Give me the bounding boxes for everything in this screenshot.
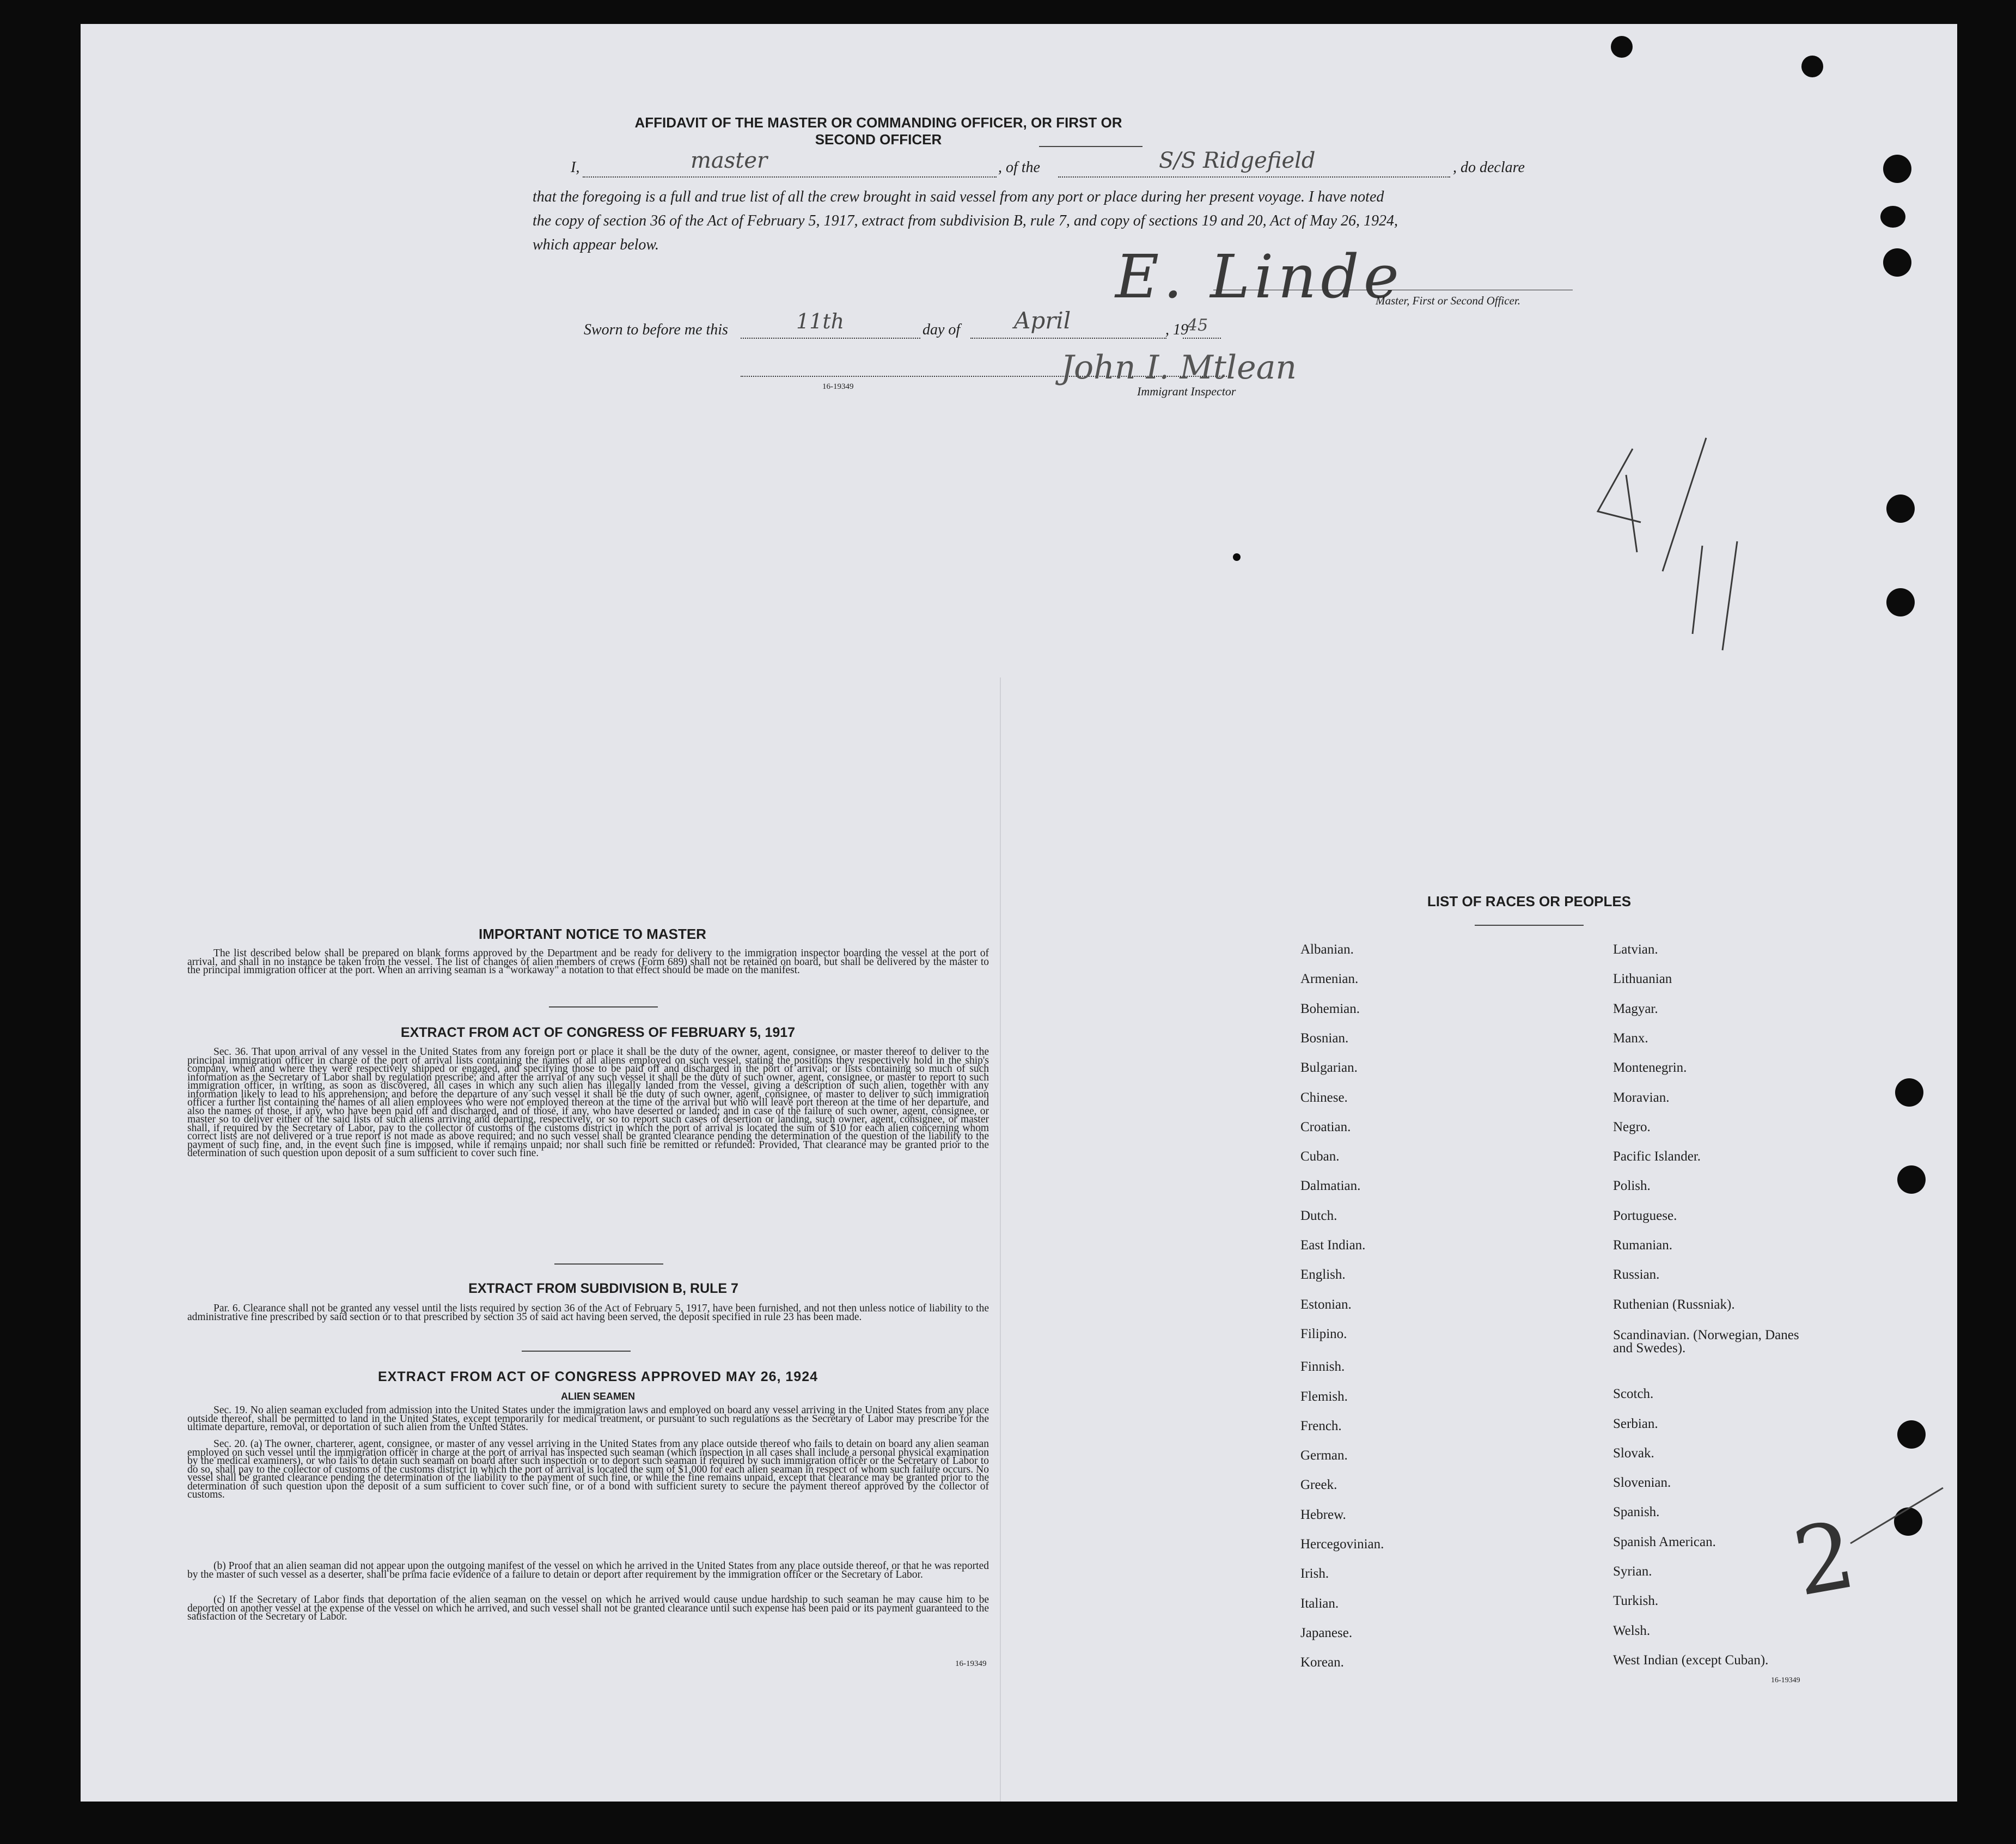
race-item: Manx.: [1613, 1030, 1648, 1046]
punch-hole: [1883, 248, 1911, 277]
race-item: Scotch.: [1613, 1387, 1654, 1402]
race-item: Filipino.: [1300, 1326, 1347, 1341]
extract-rule7-title: EXTRACT FROM SUBDIVISION B, RULE 7: [468, 1281, 738, 1296]
notice-text: The list described below shall be prepared on blank forms approved by the Department and be ready for delivery to the immigration inspector boarding the vessel at the port of arrival, and shall in no instance be taken from the vessel. The list of changes of alien members of crews (Form 689) shall not be retained on board, but shall be delivered by the master to the principal immigration officer at the port. When an arriving seaman is a "workaway" a notation to that effect should be made on the manifest.: [187, 948, 989, 976]
race-item: Dutch.: [1300, 1208, 1337, 1223]
race-item: Negro.: [1613, 1119, 1651, 1134]
extract-1917-title: EXTRACT FROM ACT OF CONGRESS OF FEBRUARY 5, 1917: [400, 1025, 796, 1040]
race-item: Polish.: [1613, 1179, 1651, 1194]
inspector-signature: John I. Mtlean: [1061, 349, 1297, 387]
race-item: Korean.: [1300, 1655, 1344, 1670]
races-rule: [1475, 925, 1584, 926]
extract-1917-rule: [554, 1263, 663, 1265]
race-item: Serbian.: [1613, 1416, 1658, 1431]
sworn-day-value: 11th: [796, 309, 845, 333]
sec20c-text: (c) If the Secretary of Labor finds that deportation of the alien seaman on the vessel on which he arrived would cause undue hardship to such seaman he may cause him to be deported on another vessel at the expense of the vessel on which he arrived, and such vessel shall not be granted clearance until such expense has been paid or its payment guaranteed to the satisfaction of the Secretary of Labor.: [187, 1594, 989, 1622]
signature-caption: Master, First or Second Officer.: [1376, 294, 1520, 307]
race-item: Rumanian.: [1613, 1238, 1673, 1253]
race-item: Croatian.: [1300, 1119, 1351, 1134]
race-item: Pacific Islander.: [1613, 1149, 1701, 1164]
affidavit-body: [533, 185, 1573, 257]
extract-rule7-text: Par. 6. Clearance shall not be granted any vessel until the lists required by section 36 of the Act of February 5, 1917, have been furnished, and not then unless notice of liability to the administrative fine prescribed by said section or to that prescribed by section 35 of said act having been served, the deposit specified in rule 23 has been made.: [187, 1303, 989, 1323]
extract-1924-form-number: 16-19349: [955, 1659, 987, 1668]
races-title: LIST OF RACES OR PEOPLES: [1427, 893, 1632, 909]
race-item: Italian.: [1300, 1596, 1339, 1611]
race-item: Slovenian.: [1613, 1475, 1671, 1491]
punch-hole: [1801, 56, 1823, 77]
race-item: Scandinavian. (Norwegian, Danes and Swedes).: [1613, 1327, 1799, 1355]
race-item: Chinese.: [1300, 1090, 1348, 1105]
notice-rule: [549, 1006, 658, 1008]
race-item: Welsh.: [1613, 1623, 1651, 1638]
declarant-name-value: master: [691, 148, 768, 173]
vessel-name-value: S/S Ridgefield: [1159, 148, 1316, 173]
corner-mark: 2: [1786, 1501, 1863, 1617]
race-item: Bulgarian.: [1300, 1060, 1358, 1076]
body-line-3: which appear below.: [533, 236, 659, 253]
race-item: Magyar.: [1613, 1001, 1658, 1016]
extract-1924-subtitle: ALIEN SEAMEN: [560, 1391, 635, 1402]
sworn-day-line: [741, 338, 920, 339]
sworn-line: [584, 307, 1346, 343]
race-item: Japanese.: [1300, 1625, 1353, 1640]
punch-hole: [1886, 588, 1915, 616]
extract-1917-text: Sec. 36. That upon arrival of any vessel in the United States from any foreign port or place it shall be the duty of the owner, agent, consignee, or master thereof to deliver to the principal immigration officer in charge of the port of arrival lists containing the names of all aliens employed on such vessel, stating the positions they respectively hold in the ship's company, when and where they were respectively shipped or engaged, and specifying those to be paid off and discharged in the port of arrival; or lists containing so much of such information as the Secretary of Labor shall by regulation prescribe; and after the arrival of any such vessel it shall be the duty of such owner, agent, consignee, or master to report to such immigration officer, in writing, as soon as discovered, all cases in which any such alien has illegally landed from the vessel, giving a description of such alien, together with any information likely to lead to his apprehension; and before the departure of any such vessel it shall be the duty of such owner, agent, consignee, or master to deliver to such immigration officer a further list containing the names of all alien employees who were not employed thereon at the time of the arrival but who will leave port thereon at the time of her departure, and also the names of those, if any, who have been paid off and discharged, and of those, if any, who have deserted or landed; and in case of the failure of such owner, agent, consignee, or master so to deliver either of the said lists of such aliens arriving and departing, respectively, or so to report such cases of desertion or landing, such owner, agent, consignee, or master shall, if required by the Secretary of Labor, pay to the collector of customs of the customs district in which the port of arrival is located the sum of $10 for each alien concerning whom correct lists are not delivered or a true report is not made as above required; and no such vessel shall be granted clearance pending the determination of the question of the liability to the payment of such fine, and, in the event such fine is imposed, while it remains unpaid; nor shall such fine be remitted or refunded: Provided, That clearance may be granted prior to the determination of such question upon deposit of a sum sufficient to cover such fine.: [187, 1046, 989, 1159]
sworn-month-value: April: [1014, 307, 1071, 334]
race-item: Armenian.: [1300, 972, 1359, 987]
body-line-1: that the foregoing is a full and true list of all the crew brought in said vessel from any port or place during her present voyage. I have noted: [533, 188, 1384, 205]
sworn-day-of: day of: [923, 321, 961, 338]
race-item: Ruthenian (Russniak).: [1613, 1297, 1735, 1312]
fold-line: [1000, 677, 1001, 1802]
sworn-prefix: Sworn to before me this: [584, 321, 728, 338]
race-item: Irish.: [1300, 1566, 1329, 1582]
document-sheet: [81, 24, 1957, 1802]
race-item: Dalmatian.: [1300, 1179, 1361, 1194]
affidavit-title: AFFIDAVIT OF THE MASTER OR COMMANDING OFFICER, OR FIRST OR SECOND OFFICER: [634, 114, 1122, 148]
punch-hole: [1895, 1078, 1923, 1107]
race-item: East Indian.: [1300, 1238, 1366, 1253]
race-item: Slovak.: [1613, 1445, 1654, 1461]
race-item: Bohemian.: [1300, 1001, 1360, 1016]
sworn-month-line: [970, 338, 1166, 339]
body-line-2: the copy of section 36 of the Act of February 5, 1917, extract from subdivision B, rule 7, and copy of sections 19 and 20, Act of May 26, 1924,: [533, 212, 1398, 229]
race-item: Syrian.: [1613, 1564, 1652, 1579]
sworn-year-line: [1183, 338, 1221, 339]
race-item: Hebrew.: [1300, 1507, 1346, 1522]
declarant-prefix: I,: [571, 159, 580, 176]
notice-title: IMPORTANT NOTICE TO MASTER: [479, 926, 706, 942]
race-item: Latvian.: [1613, 942, 1658, 957]
race-item: Spanish American.: [1613, 1534, 1716, 1549]
margin-note: [1660, 650, 1661, 651]
extract-rule7-rule: [522, 1351, 631, 1352]
sworn-year-prefix: , 19: [1165, 321, 1188, 338]
sec20b-text: (b) Proof that an alien seaman did not appear upon the outgoing manifest of the vessel on which he arrived in the United States from any place outside thereof, or that he was reported by the master of such vessel as a deserter, shall be prima facie evidence of a failure to detain or deport after requirement by the immigration officer or the Secretary of Labor.: [187, 1560, 989, 1580]
punch-hole: [1883, 155, 1911, 183]
affidavit-form-number: 16-19349: [822, 382, 854, 391]
declare-suffix: , do declare: [1453, 159, 1525, 176]
race-item: Estonian.: [1300, 1297, 1352, 1312]
margin-note-drawing: [1595, 427, 1780, 656]
race-item: Bosnian.: [1300, 1030, 1349, 1046]
corner-stroke: [1840, 1483, 1948, 1549]
race-item: Moravian.: [1613, 1090, 1670, 1105]
extract-1924-title: EXTRACT FROM ACT OF CONGRESS APPROVED MAY 26, 1924: [377, 1369, 818, 1384]
master-signature: E. Linde: [1115, 242, 1403, 312]
race-item: Russian.: [1613, 1267, 1660, 1283]
sec20a-text: Sec. 20. (a) The owner, charterer, agent, consignee, or master of any vessel arriving in the United States from any place outside thereof who fails to detain on board any alien seaman employed on such vessel until the immigration officer in charge at the port of arrival has inspected such seaman (which inspection in all cases shall include a personal physical examination by the medical examiners), or who fails to detain such seaman on board after such inspection or to deport such seaman if required by such immigration officer or the Secretary of Labor to do so, shall pay to the collector of customs of the customs district in which the port of arrival is located the sum of $1,000 for each alien seaman in respect of whom such failure occurs. No vessel shall be granted clearance pending the determination of the liability to the payment of such fine, or while the fine remains unpaid, except that clearance may be granted prior to the determination of such question upon the deposit of a sum sufficient to cover such fine, or of a bond with sufficient surety to secure the payment thereof approved by the collector of customs.: [187, 1438, 989, 1500]
punch-hole: [1233, 553, 1241, 561]
punch-hole: [1886, 494, 1915, 523]
race-item: Portuguese.: [1613, 1208, 1677, 1223]
punch-hole: [1897, 1420, 1926, 1449]
race-item: Lithuanian: [1613, 972, 1672, 987]
punch-hole: [1611, 36, 1633, 58]
punch-hole: [1897, 1165, 1926, 1194]
sec19-text: Sec. 19. No alien seaman excluded from admission into the United States under the immigration laws and employed on board any vessel arriving in the United States from any place outside thereof, shall be permitted to land in the United States, except temporarily for medical treatment, or pursuant to such regulations as the Secretary of Labor may prescribe for the ultimate departure, removal, or deportation of such alien from the United States.: [187, 1405, 989, 1433]
race-item: Hercegovinian.: [1300, 1537, 1384, 1552]
title-rule: [1039, 146, 1143, 147]
race-item: Cuban.: [1300, 1149, 1340, 1164]
punch-hole: [1880, 206, 1905, 228]
vessel-line: [1058, 176, 1450, 178]
race-item: West Indian (except Cuban).: [1613, 1652, 1769, 1668]
race-item: Flemish.: [1300, 1389, 1348, 1404]
sworn-year-value: 45: [1187, 316, 1208, 335]
affidavit-line1: [571, 148, 1660, 181]
race-item: Montenegrin.: [1613, 1060, 1687, 1076]
race-item: German.: [1300, 1448, 1348, 1463]
race-item: Finnish.: [1300, 1359, 1345, 1375]
race-item: Spanish.: [1613, 1505, 1660, 1520]
race-item: Turkish.: [1613, 1593, 1659, 1609]
race-item: French.: [1300, 1418, 1342, 1433]
inspector-caption: Immigrant Inspector: [1137, 384, 1236, 398]
of-the-label: , of the: [998, 159, 1040, 176]
race-item: English.: [1300, 1267, 1346, 1283]
race-item: Albanian.: [1300, 942, 1354, 957]
race-item: Greek.: [1300, 1477, 1337, 1493]
races-form-number: 16-19349: [1771, 1676, 1800, 1684]
name-line: [583, 176, 997, 178]
